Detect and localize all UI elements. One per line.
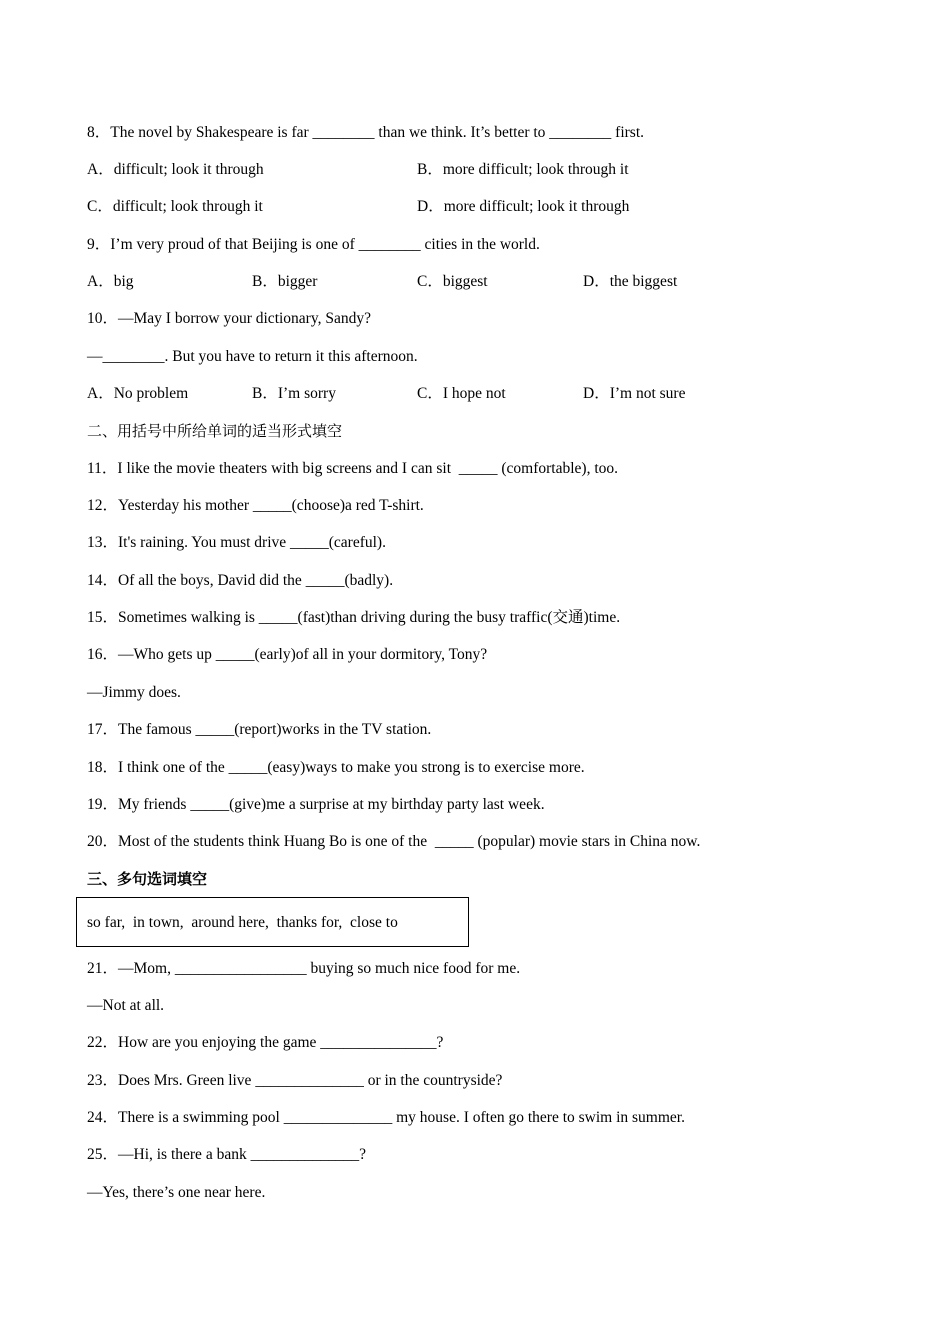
q10-option-b: B．I’m sorry xyxy=(252,385,336,402)
section-2-item: —Jimmy does. xyxy=(87,684,181,701)
word-box xyxy=(76,897,469,947)
q10-option-c: C．I hope not xyxy=(417,385,506,402)
section-3-item: —Yes, there’s one near here. xyxy=(87,1184,266,1201)
section-2-title: 二、用括号中所给单词的适当形式填空 xyxy=(87,422,343,440)
q8-option-b: B．more difficult; look through it xyxy=(417,161,629,178)
section-2-item: 15．Sometimes walking is _____(fast)than driving during the busy traffic(交通)time. xyxy=(87,609,621,626)
q10-option-a: A．No problem xyxy=(87,385,189,402)
question-10: 10．—May I borrow your dictionary, Sandy? xyxy=(87,310,371,327)
section-3-title: 三、多句选词填空 xyxy=(87,870,208,888)
q8-option-d: D．more difficult; look it through xyxy=(417,198,630,215)
q9-option-c: C．biggest xyxy=(417,273,488,290)
question-8: 8．The novel by Shakespeare is far ________ than we think. It’s better to ________ first. xyxy=(87,124,645,141)
q8-option-c: C．difficult; look through it xyxy=(87,198,263,215)
section-2-item: 19．My friends _____(give)me a surprise at my birthday party last week. xyxy=(87,796,545,813)
question-9: 9．I’m very proud of that Beijing is one of ________ cities in the world. xyxy=(87,236,540,253)
q9-option-d: D．the biggest xyxy=(583,273,678,290)
section-2-item: 13．It's raining. You must drive _____(careful). xyxy=(87,534,386,551)
section-3-item: 24．There is a swimming pool ______________ my house. I often go there to swim in summer. xyxy=(87,1109,685,1126)
section-2-item: 14．Of all the boys, David did the _____(badly). xyxy=(87,572,394,589)
section-2-item: 20．Most of the students think Huang Bo is one of the _____ (popular) movie stars in China now. xyxy=(87,833,701,850)
section-3-item: —Not at all. xyxy=(87,997,165,1014)
section-3-item: 23．Does Mrs. Green live ______________ or in the countryside? xyxy=(87,1072,503,1089)
word-box-text: so far, in town, around here, thanks for, close to xyxy=(87,914,398,931)
section-2-item: 18．I think one of the _____(easy)ways to make you strong is to exercise more. xyxy=(87,759,585,776)
section-3-item: 25．—Hi, is there a bank ______________? xyxy=(87,1146,366,1163)
q10-option-d: D．I’m not sure xyxy=(583,385,686,402)
section-2-item: 11．I like the movie theaters with big screens and I can sit _____ (comfortable), too. xyxy=(87,460,619,477)
question-10-reply: —________. But you have to return it this afternoon. xyxy=(87,348,418,365)
section-3-item: 21．—Mom, _________________ buying so much nice food for me. xyxy=(87,960,521,977)
q9-option-a: A．big xyxy=(87,273,134,290)
section-2-item: 17．The famous _____(report)works in the TV station. xyxy=(87,721,432,738)
section-2-item: 12．Yesterday his mother _____(choose)a red T-shirt. xyxy=(87,497,424,514)
section-3-item: 22．How are you enjoying the game _______________? xyxy=(87,1034,444,1051)
section-2-item: 16．—Who gets up _____(early)of all in your dormitory, Tony? xyxy=(87,646,488,663)
q9-option-b: B．bigger xyxy=(252,273,318,290)
q8-option-a: A．difficult; look it through xyxy=(87,161,264,178)
